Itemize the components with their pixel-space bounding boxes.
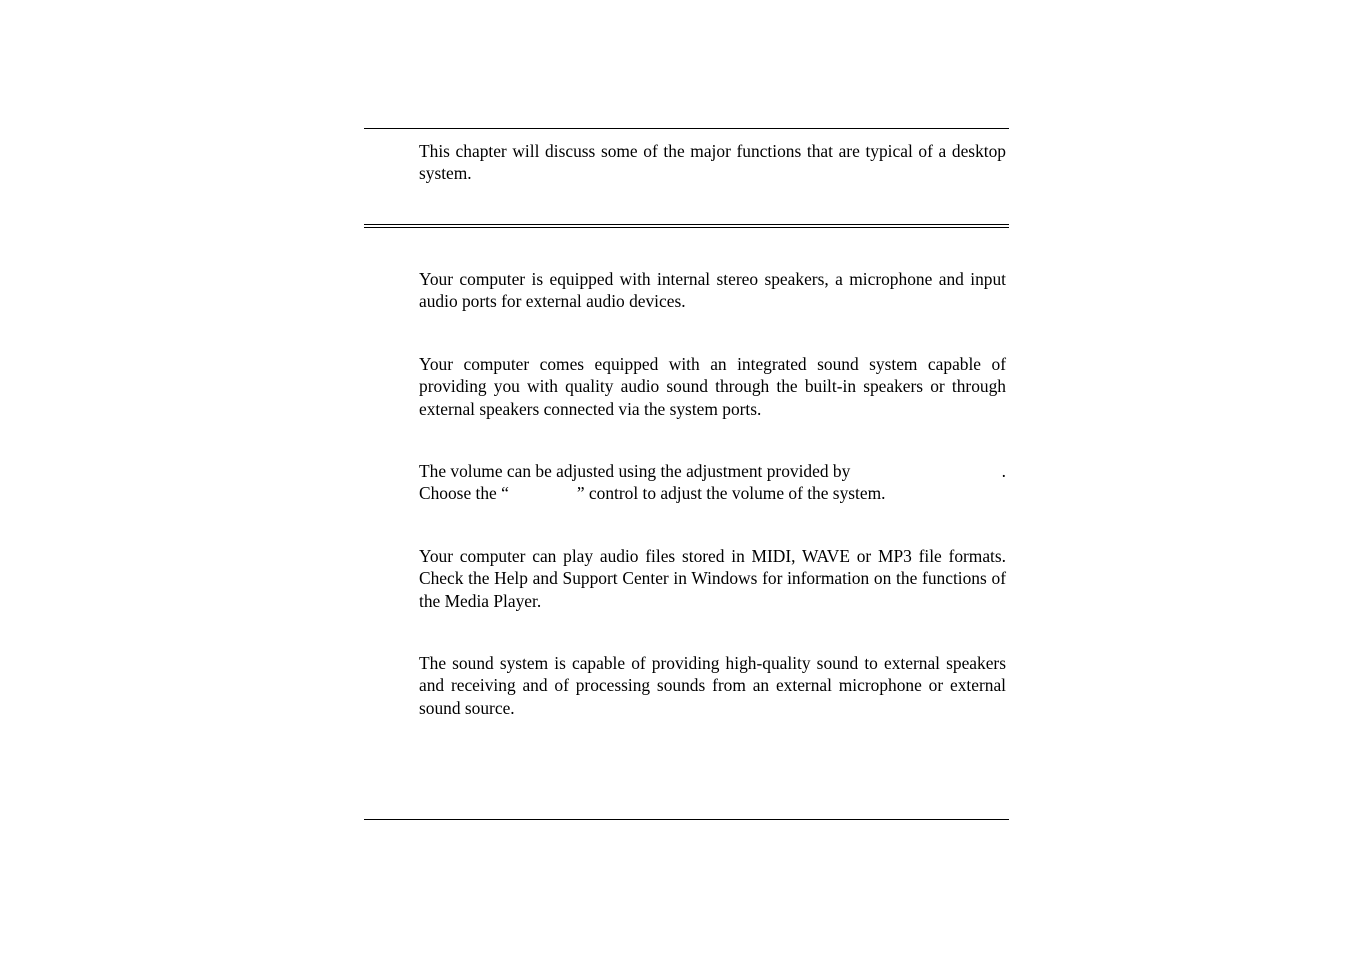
section-divider-upper — [364, 224, 1009, 225]
audio-overview-paragraph: Your computer is equipped with internal stereo speakers, a microphone and input audio ports for external audio devices. — [419, 269, 1006, 312]
external-sound-paragraph: The sound system is capable of providing high-quality sound to external speakers and receiving and of processing sounds from an external microphone or external sound source. — [419, 653, 1006, 718]
sound-system-paragraph: Your computer comes equipped with an integrated sound system capable of providing you with quality audio sound through the built-in speakers or through external speakers connected via the system ports. — [419, 354, 1006, 419]
top-rule — [364, 128, 1009, 129]
intro-paragraph: This chapter will discuss some of the major functions that are typical of a desktop system. — [419, 141, 1006, 184]
volume-line-1-text: The volume can be adjusted using the adjustment provided by — [419, 461, 851, 481]
section-divider-lower — [364, 227, 1009, 228]
bottom-rule — [364, 819, 1009, 820]
audio-files-paragraph: Your computer can play audio files stored in MIDI, WAVE or MP3 file formats. Check the Help and Support Center in Windows for information on the functions of the Media Player. — [419, 546, 1006, 611]
volume-paragraph — [419, 460, 1006, 505]
volume-line-1-period: . — [1001, 461, 1006, 481]
volume-line-1 — [419, 460, 1006, 482]
volume-line-2: Choose the “ ” control to adjust the volume of the system. — [419, 483, 886, 504]
